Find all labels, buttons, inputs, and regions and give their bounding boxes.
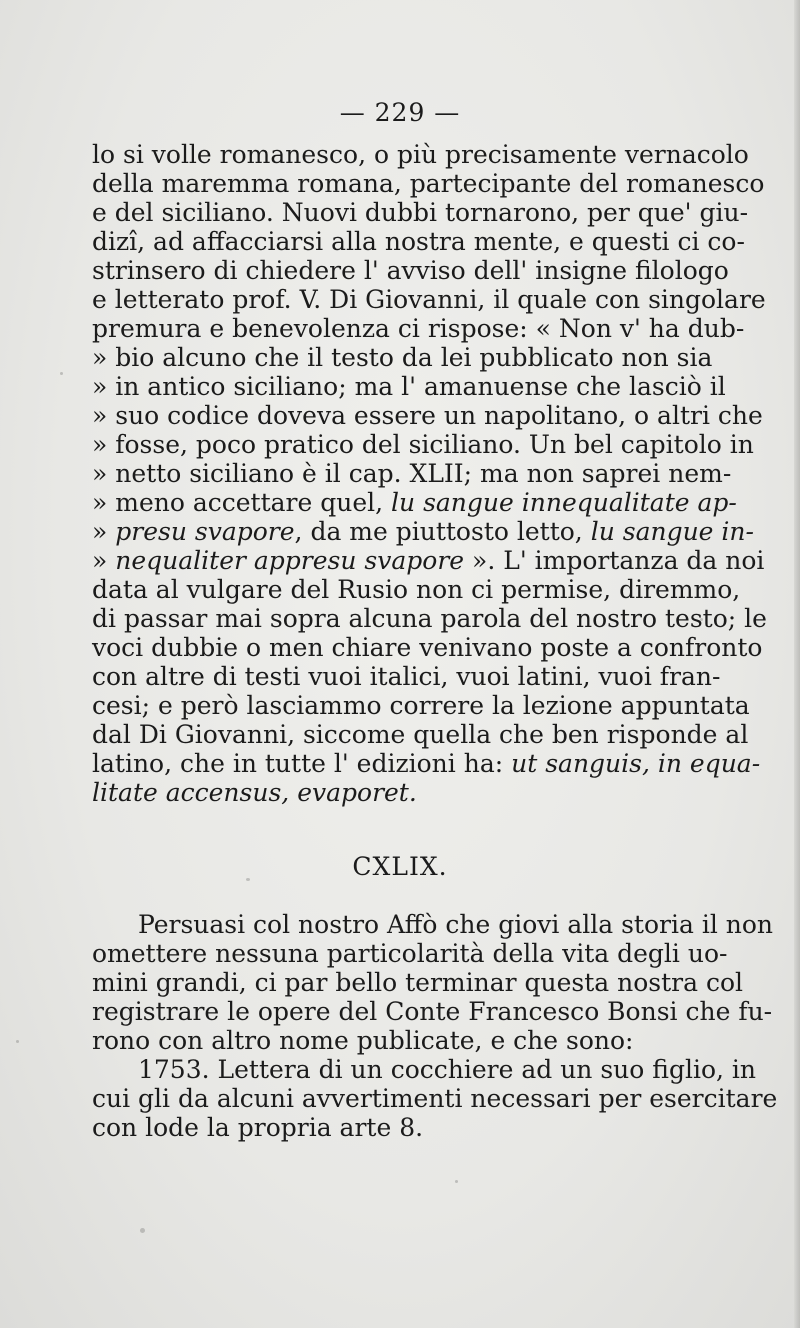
text-span: ». L' importanza da noi: [464, 546, 765, 575]
scan-speck: [16, 1040, 19, 1043]
text-span: »: [92, 517, 116, 546]
text-line: » suo codice doveva essere un napolitano, o altri che: [92, 401, 763, 430]
text-line: cui gli da alcuni avvertimenti necessari per esercitare: [92, 1084, 778, 1113]
text-line: [92, 546, 765, 575]
scan-speck: [60, 372, 63, 375]
text-line: cesi; e però lasciammo correre la lezione appuntata: [92, 691, 750, 720]
text-line: e letterato prof. V. Di Giovanni, il quale con singolare: [92, 285, 766, 314]
text-line: rono con altro nome publicate, e che sono:: [92, 1026, 634, 1055]
text-span: » meno accettare quel,: [92, 488, 392, 517]
text-line: strinsero di chiedere l' avviso dell' insigne filologo: [92, 256, 729, 285]
section-heading: CXLIX.: [352, 852, 448, 881]
italic-quote: ut sanguis, in equa-: [511, 749, 761, 778]
text-line: » in antico siciliano; ma l' amanuense che lasciò il: [92, 372, 726, 401]
text-line: voci dubbie o men chiare venivano poste a confronto: [92, 633, 763, 662]
text-line: premura e benevolenza ci rispose: « Non v' ha dub-: [92, 314, 745, 343]
text-line: [92, 778, 698, 807]
scan-speck: [700, 618, 703, 621]
italic-quote: lu sangue in-: [590, 517, 754, 546]
text-span: latino, che in tutte l' edizioni ha:: [92, 749, 512, 778]
italic-quote: nequaliter appresu svapore: [115, 546, 465, 575]
text-line: Persuasi col nostro Affò che giovi alla storia il non: [138, 910, 774, 939]
scan-speck: [246, 878, 250, 881]
page-number: — 229 —: [339, 98, 461, 127]
text-line: [92, 517, 754, 546]
text-line: registrare le opere del Conte Francesco Bonsi che fu-: [92, 997, 773, 1026]
text-line: [92, 749, 761, 778]
text-span: , da me piuttosto letto,: [294, 517, 591, 546]
italic-quote: presu svapore: [115, 517, 295, 546]
text-line: mini grandi, ci par bello terminar questa nostra col: [92, 968, 744, 997]
scan-speck: [140, 1228, 145, 1233]
text-line: lo si volle romanesco, o più precisamente vernacolo: [92, 140, 749, 169]
text-line: » fosse, poco pratico del siciliano. Un bel capitolo in: [92, 430, 754, 459]
text-line: e del siciliano. Nuovi dubbi tornarono, per que' giu-: [92, 198, 749, 227]
text-line: 1753. Lettera di un cocchiere ad un suo figlio, in: [138, 1055, 756, 1084]
text-line: di passar mai sopra alcuna parola del nostro testo; le: [92, 604, 767, 633]
text-line: omettere nessuna particolarità della vita degli uo-: [92, 939, 728, 968]
italic-quote: lu sangue innequalitate ap-: [391, 488, 737, 517]
text-line: data al vulgare del Rusio non ci permise, diremmo,: [92, 575, 741, 604]
text-line: » bio alcuno che il testo da lei pubblicato non sia: [92, 343, 713, 372]
text-line: della maremma romana, partecipante del romanesco: [92, 169, 765, 198]
italic-quote: litate accensus, evaporet.: [92, 778, 417, 807]
text-line: [92, 488, 737, 517]
page-edge-shadow: [794, 0, 800, 1328]
text-span: »: [92, 546, 116, 575]
text-line: » netto siciliano è il cap. XLII; ma non saprei nem-: [92, 459, 732, 488]
text-line: con lode la propria arte 8.: [92, 1113, 424, 1142]
text-line: con altre di testi vuoi italici, vuoi latini, vuoi fran-: [92, 662, 721, 691]
text-line: dizî, ad affacciarsi alla nostra mente, e questi ci co-: [92, 227, 745, 256]
text-line: dal Di Giovanni, siccome quella che ben risponde al: [92, 720, 749, 749]
scan-speck: [455, 1180, 458, 1183]
